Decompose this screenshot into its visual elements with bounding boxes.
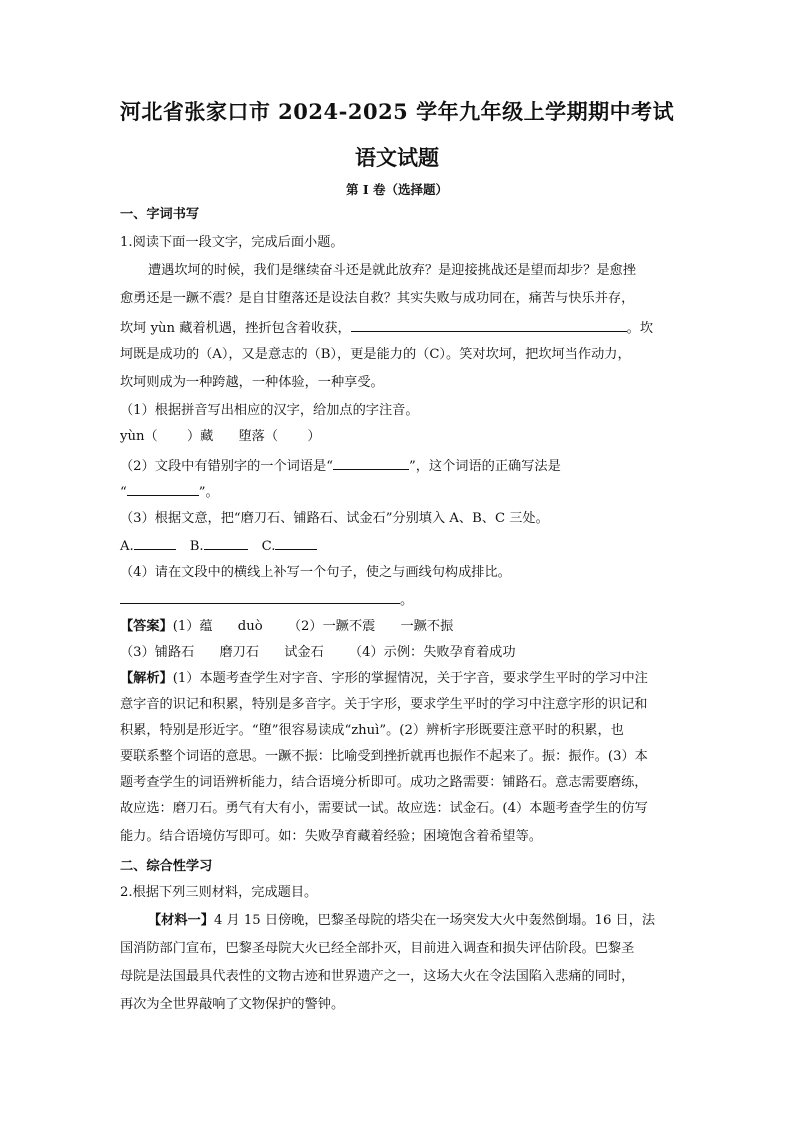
material-tag: 【材料一】	[148, 913, 214, 928]
section1-heading: 一、字词书写	[120, 207, 200, 222]
quote-close: ”。	[198, 485, 219, 500]
fill-blank-sentence[interactable]	[351, 318, 627, 332]
subquestion-2	[120, 456, 561, 476]
subquestion-4: （4）请在文段中的横线上补写一个句子，使之与画线句构成排比。	[120, 565, 511, 580]
analysis-line-6: 故应选：磨刀石。勇气有大有小，需要试一试。故应选：试金石。(4）本题考查学生的仿写	[120, 801, 648, 816]
passage-line-1: 遭遇坎坷的时候，我们是继续奋斗还是就此放弃？是迎接挑战还是望而却步？是愈挫	[148, 263, 636, 278]
subquestion-2-line2	[120, 482, 219, 502]
answer-text-1: (1）蕴 duò （2）一蹶不震 一蹶不振	[172, 619, 454, 634]
analysis-line-2: 意字音的识记和积累，特别是多音字。关于字形，要求学生平时的学习中注意字形的识记和	[120, 697, 648, 712]
fill-blank-parallel-sentence[interactable]	[120, 590, 400, 604]
option-b-label: B.	[189, 539, 204, 554]
section2-heading: 二、综合性学习	[120, 859, 213, 874]
subquestion-1: （1）根据拼音写出相应的汉字，给加点的字注音。	[120, 403, 419, 418]
question2-stem: 2.根据下列三则材料，完成题目。	[120, 885, 318, 900]
passage-line-3-text: 坎坷 yùn 藏着机遇，挫折包含着收获，	[120, 321, 351, 336]
analysis-line-7: 能力。结合语境仿写即可。如：失败孕育藏着经验；困境饱含着希望等。	[120, 829, 542, 844]
analysis-tag: 【解析】	[120, 671, 173, 686]
material-line-1	[148, 912, 655, 930]
question1-stem: 1.阅读下面一段文字，完成后面小题。	[120, 235, 344, 250]
material-line-2: 国消防部门宣布，巴黎圣母院大火已经全部扑灭，目前进入调查和损失评估阶段。巴黎圣	[120, 941, 635, 956]
option-a-label: A.	[120, 539, 134, 554]
fill-blank-wrong-word[interactable]	[333, 456, 409, 470]
subquestion-2-text-a: （2）文段中有错别字的一个词语是“	[120, 459, 333, 474]
option-c-label: C.	[261, 539, 276, 554]
analysis-text-1: (1）本题考查学生对字音、字形的掌握情况，关于字音，要求学生平时的学习中注	[172, 671, 648, 686]
fill-blank-a[interactable]	[134, 536, 176, 550]
answer-line-2: （3）铺路石 磨刀石 试金石 （4）示例：失败孕育着成功	[120, 645, 516, 660]
fill-blank-c[interactable]	[275, 536, 317, 550]
subquestion-2-text-b: ”，这个词语的正确写法是	[408, 459, 561, 474]
material-line-4: 再次为全世界敲响了文物保护的警钟。	[120, 997, 345, 1012]
subquestion-3: （3）根据文意，把“磨刀石、铺路石、试金石”分别填入 A、B、C 三处。	[120, 511, 549, 526]
subquestion-3-blanks	[120, 536, 317, 556]
passage-line-5: 坎坷则成为一种跨越，一种体验，一种享受。	[120, 375, 384, 390]
subquestion-4-answer-line	[120, 590, 413, 610]
subquestion-4-end: 。	[400, 593, 414, 608]
passage-line-3-end: 。坎	[626, 321, 654, 336]
fill-blank-correct-word[interactable]	[127, 482, 199, 496]
material-line-3: 母院是法国最具代表性的文物古迹和世界遗产之一，这场大火在令法国陷入悲痛的同时，	[120, 969, 635, 984]
passage-line-4: 坷既是成功的（A），又是意志的（B），更是能力的（C）。笑对坎坷，把坎坷当作动力，	[120, 347, 631, 362]
exam-title: 河北省张家口市 2024-2025 学年九年级上学期期中考试	[119, 99, 675, 124]
fill-blank-b[interactable]	[204, 536, 248, 550]
analysis-line-1	[120, 670, 648, 688]
quote-open: “	[120, 485, 127, 500]
answer-line-1	[120, 618, 453, 636]
passage-line-3	[120, 318, 653, 338]
volume-heading: 第 I 卷（选择题）	[345, 182, 449, 197]
analysis-line-5: 题考查学生的词语辨析能力，结合语境分析即可。成功之路需要：铺路石。意志需要磨练，	[120, 775, 648, 790]
subquestion-1-fill: yùn（ ）藏 堕落（ ）	[120, 429, 321, 444]
analysis-line-4: 要联系整个词语的意思。一蹶不振：比喻受到挫折就再也振作不起来了。振：振作。(3）本	[120, 749, 648, 764]
answer-tag: 【答案】	[120, 619, 173, 634]
analysis-line-3: 积累，特别是形近字。“堕”很容易读成“zhuì”。(2）辨析字形既要注意平时的积累，也	[120, 723, 624, 738]
passage-line-2: 愈勇还是一蹶不震？是自甘堕落还是设法自救？其实失败与成功同在，痛苦与快乐并存，	[120, 291, 635, 306]
material-text-1: 4 月 15 日傍晚，巴黎圣母院的塔尖在一场突发大火中轰然倒塌。16 日，法	[213, 913, 656, 928]
exam-subtitle: 语文试题	[355, 145, 439, 170]
